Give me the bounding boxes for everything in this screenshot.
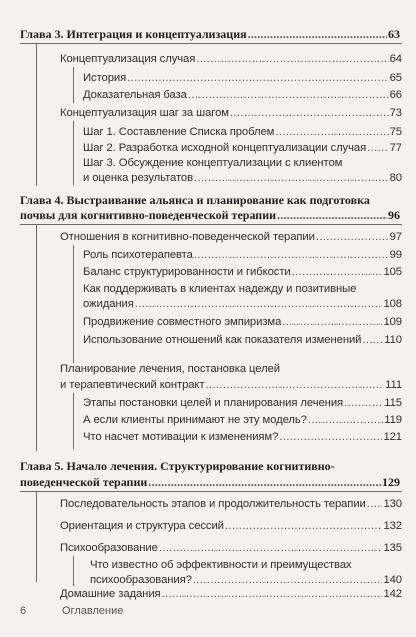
toc-entry[interactable] [60,587,402,602]
leader-dots [162,587,383,602]
section-bracket [73,556,74,586]
entry-page: 115 [384,397,402,409]
entry-page: 132 [383,520,402,532]
entry-label: А если клиенты принимают не эту модель? [83,414,307,426]
leader-dots [275,125,388,140]
toc-entry[interactable] [60,497,402,512]
leader-dots [188,88,389,103]
chapter-3-heading[interactable] [20,27,400,42]
toc-entry[interactable] [83,125,402,140]
section-bracket [73,67,74,103]
leader-dots [230,106,389,121]
chapter-4-page: 96 [388,208,400,222]
leader-dots [277,208,387,223]
chapter-4-bracket [36,225,37,451]
leader-dots [159,541,383,556]
entry-page: 105 [383,266,402,278]
chapter-3-title: Глава 3. Интеграция и концептуализация [20,27,247,41]
chapter-3-page: 63 [388,27,400,41]
toc-entry[interactable] [90,573,402,588]
entry-page: 64 [389,53,402,65]
entry-label: и терапевтический контракт [60,379,205,391]
toc-entry[interactable] [83,396,402,411]
chapter-5-title-line1[interactable]: Глава 5. Начало лечения. Структурирование когнитивно- [20,459,335,473]
entry-page: 65 [389,72,402,84]
entry-page: 75 [389,126,402,138]
entry-page: 142 [383,588,402,600]
entry-page: 80 [389,172,402,184]
chapter-5-bracket [36,492,37,582]
entry-label: Доказательная база [83,89,187,101]
toc-entry-line[interactable]: Что известно об эффективности и преимуществах [90,559,352,571]
toc-entry[interactable] [60,106,402,121]
leader-dots [148,475,381,490]
entry-label: Шаг 1. Составление Списка проблем [83,126,275,138]
entry-label: Баланс структурированности и гибкости [83,266,291,278]
entry-label: Последовательность этапов и продолжительность терапии [60,498,366,510]
toc-entry[interactable] [60,230,402,245]
chapter-5-heading[interactable] [20,475,400,490]
toc-entry[interactable] [60,52,402,67]
leader-dots [225,519,383,534]
toc-entry-line[interactable]: Шаг 3. Обсуждение концептуализации с клиентом [83,157,343,169]
leader-dots [194,248,389,263]
leader-dots [362,333,383,348]
entry-label: Что насчет мотивации к изменениям? [83,431,279,443]
entry-label: психообразования? [90,574,192,586]
leader-dots [282,315,382,330]
section-bracket [73,121,74,185]
entry-label: Использование отношений как показателя изменений [83,334,362,346]
entry-page: 77 [389,142,402,154]
chapter-3-bracket [36,44,37,186]
entry-page: 111 [385,379,402,391]
leader-dots [127,71,389,86]
chapter-4-title-line2: почвы для когнитивно-поведенческой терапии [20,208,277,222]
toc-entry[interactable] [83,171,402,186]
toc-entry[interactable] [83,430,402,445]
toc-entry[interactable] [83,265,402,280]
entry-label: Ориентация и структура сессий [60,520,224,532]
entry-page: 73 [389,107,402,119]
toc-entry[interactable] [83,315,402,330]
running-title: Оглавление [62,605,124,617]
entry-label: Роль психотерапевта [83,249,193,261]
leader-dots [308,413,383,428]
leader-dots [196,52,388,67]
chapter-4-title-line1[interactable]: Глава 4. Выстраивание альянса и планирование как подготовка [20,193,370,207]
toc-entry[interactable] [83,71,402,86]
entry-page: 140 [383,574,402,586]
chapter-3-rule [20,43,402,44]
entry-label: ожидания [83,298,134,310]
entry-page: 97 [389,231,402,243]
chapter-5-rule [20,491,402,492]
entry-page: 130 [383,498,402,510]
toc-entry[interactable] [60,541,402,556]
leader-dots [135,297,383,312]
chapter-5-title-line2: поведенческой терапии [20,475,148,489]
toc-entry[interactable] [60,519,402,534]
entry-label: Домашние задания [60,588,161,600]
leader-dots [205,378,384,393]
leader-dots [316,230,389,245]
leader-dots [367,141,389,156]
leader-dots [367,497,383,512]
toc-entry[interactable] [83,141,402,156]
entry-page: 135 [383,542,402,554]
entry-label: Этапы постановки целей и планирования лечения [83,397,344,409]
entry-page: 110 [384,334,402,346]
chapter-5-page: 129 [382,475,400,489]
leader-dots [344,396,383,411]
entry-label: и оценка результатов [83,172,193,184]
leader-dots [279,430,382,445]
toc-entry[interactable] [83,248,402,263]
entry-label: Шаг 2. Разработка исходной концептуализации случая [83,142,367,154]
entry-page: 119 [384,414,402,426]
entry-page: 121 [383,431,402,443]
toc-entry[interactable] [83,413,402,428]
toc-entry-line[interactable]: Планирование лечения, постановка целей [60,363,280,375]
toc-entry[interactable] [60,378,402,393]
entry-page: 66 [389,89,402,101]
entry-label: Отношения в когнитивно-поведенческой терапии [60,231,315,243]
leader-dots [193,573,383,588]
chapter-4-rule [20,224,402,225]
leader-dots [292,265,383,280]
section-bracket [73,393,74,449]
entry-label: Концептуализация случая [60,53,196,65]
section-bracket [73,245,74,363]
page-number: 6 [20,605,27,617]
entry-page: 99 [389,249,402,261]
entry-page: 108 [383,298,402,310]
entry-page: 109 [383,316,402,328]
entry-label: История [83,72,127,84]
toc-entry[interactable] [83,297,402,312]
toc-entry[interactable] [83,88,402,103]
chapter-4-heading[interactable] [20,208,400,223]
entry-label: Психообразование [60,542,158,554]
entry-label: Концептуализация шаг за шагом [60,107,229,119]
toc-entry-line[interactable]: Как поддерживать в клиентах надежду и позитивные [83,283,357,295]
entry-label: Продвижение совместного эмпиризма [83,316,282,328]
leader-dots [194,171,389,186]
leader-dots [248,27,387,42]
toc-entry[interactable] [83,333,402,348]
